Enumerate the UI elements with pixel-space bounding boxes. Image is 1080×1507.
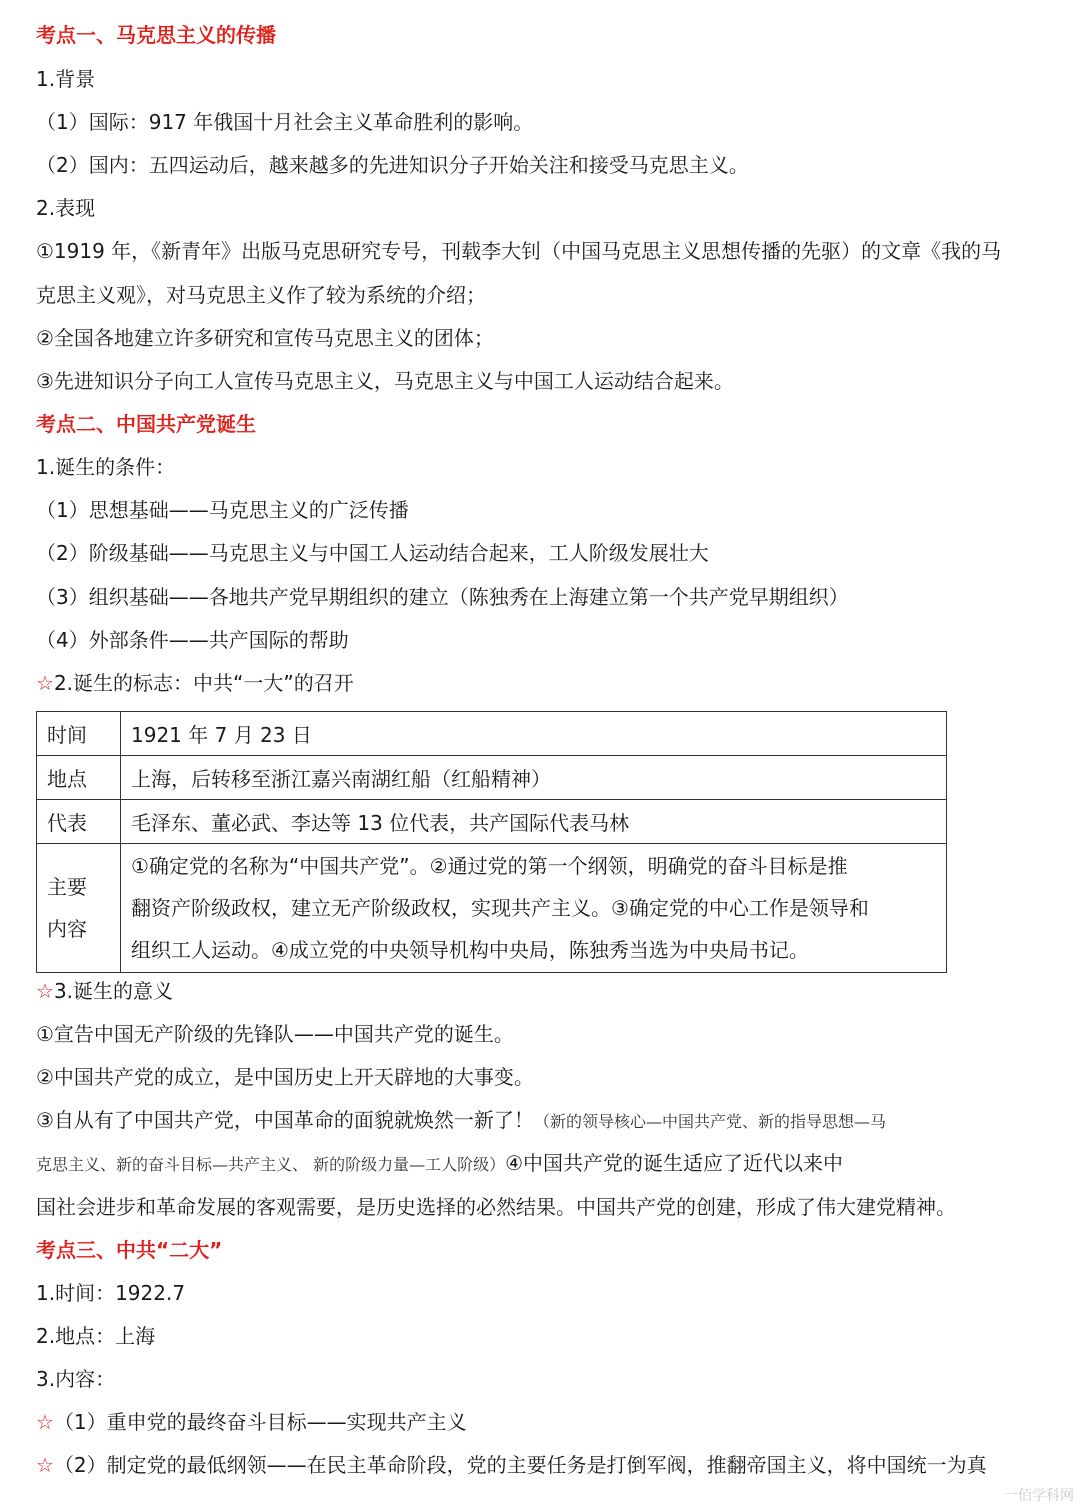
second-congress-content-title: 3.内容：: [36, 1367, 116, 1391]
table-key-content: [37, 844, 121, 973]
significance-title: 3.诞生的意义: [53, 979, 174, 1003]
section3-heading: 考点三、中共“二大”: [36, 1238, 223, 1262]
second-congress-item-1: [36, 1409, 1076, 1435]
table-value-content: [121, 844, 947, 973]
table-key-delegates: 代表: [37, 800, 121, 844]
background-item-2: （2）国内：五四运动后，越来越多的先进知识分子开始关注和接受马克思主义。: [36, 153, 749, 177]
significance-note-b: 克思主义、新的奋斗目标—共产主义、 新的阶级力量—工人阶级）: [36, 1155, 506, 1174]
significance-title-line: [36, 978, 1076, 1004]
performance-title: 2.表现: [36, 196, 96, 220]
significance-item-3b: [36, 1150, 1076, 1178]
performance-item-3: ③先进知识分子向工人宣传马克思主义，马克思主义与中国工人运动结合起来。: [36, 369, 734, 393]
condition-item-1: （1）思想基础——马克思主义的广泛传播: [36, 498, 409, 522]
conditions-title: 1.诞生的条件：: [36, 455, 176, 479]
condition-item-2: （2）阶级基础——马克思主义与中国工人运动结合起来，工人阶级发展壮大: [36, 541, 709, 565]
star-icon: ☆: [36, 979, 54, 1003]
significance-item-3a: [36, 1107, 1076, 1135]
second-congress-time: 1.时间：1922.7: [36, 1281, 186, 1305]
table-value-time: 1921 年 7 月 23 日: [121, 712, 947, 756]
sign-title: 2.诞生的标志：中共“一大”的召开: [53, 671, 354, 695]
significance-item-4b: 国社会进步和革命发展的客观需要，是历史选择的必然结果。中国共产党的创建，形成了伟大建党精神。: [36, 1195, 956, 1219]
table-value-content-c: 组织工人运动。④成立党的中央领导机构中央局，陈独秀当选为中央局书记。: [131, 938, 809, 962]
significance-note-a: （新的领导核心—中国共产党、新的指导思想—马: [533, 1112, 886, 1131]
table-value-content-a: ①确定党的名称为“中国共产党”。②通过党的第一个纲领，明确党的奋斗目标是推: [131, 854, 848, 878]
table-value-place: 上海，后转移至浙江嘉兴南湖红船（红船精神）: [121, 756, 947, 800]
first-congress-table: [36, 711, 947, 973]
table-row: [37, 844, 947, 973]
sign-title-line: [36, 670, 1076, 696]
significance-item-1: ①宣告中国无产阶级的先锋队——中国共产党的诞生。: [36, 1022, 514, 1046]
significance-item-4a: ④中国共产党的诞生适应了近代以来中: [505, 1151, 844, 1175]
condition-item-3: （3）组织基础——各地共产党早期组织的建立（陈独秀在上海建立第一个共产党早期组织）: [36, 585, 849, 609]
table-key-time: 时间: [37, 712, 121, 756]
performance-item-1b: 克思主义观》，对马克思主义作了较为系统的介绍；: [36, 283, 486, 307]
table-value-content-b: 翻资产阶级政权，建立无产阶级政权，实现共产主义。③确定党的中心工作是领导和: [131, 896, 869, 920]
table-row: [37, 800, 947, 844]
section1-heading: 考点一、马克思主义的传播: [36, 23, 276, 47]
performance-item-2: ②全国各地建立许多研究和宣传马克思主义的团体；: [36, 326, 494, 350]
second-congress-item-2-text: （2）制定党的最低纲领——在民主革命阶段，党的主要任务是打倒军阀，推翻帝国主义，将中国统一为真: [53, 1453, 987, 1477]
condition-item-4: （4）外部条件——共产国际的帮助: [36, 628, 349, 652]
significance-item-3a-text: ③自从有了中国共产党，中国革命的面貌就焕然一新了！: [36, 1108, 534, 1132]
second-congress-item-1-text: （1）重申党的最终奋斗目标——实现共产主义: [53, 1410, 467, 1434]
section2-heading: 考点二、中国共产党诞生: [36, 412, 256, 436]
table-key-content-b: 内容: [47, 917, 87, 941]
performance-item-1a: ①1919 年，《新青年》出版马克思研究专号，刊载李大钊（中国马克思主义思想传播的先驱）的文章《我的马: [36, 239, 1002, 263]
star-icon: ☆: [36, 1410, 54, 1434]
star-icon: ☆: [36, 1453, 54, 1477]
table-key-place: 地点: [37, 756, 121, 800]
table-row: [37, 712, 947, 756]
table-row: [37, 756, 947, 800]
table-key-content-a: 主要: [47, 875, 87, 899]
watermark: 一佰学科网: [1004, 1488, 1074, 1504]
background-item-1: （1）国际：917 年俄国十月社会主义革命胜利的影响。: [36, 110, 534, 134]
background-title: 1.背景: [36, 67, 96, 91]
star-icon: ☆: [36, 671, 54, 695]
second-congress-item-2: [36, 1452, 1076, 1478]
significance-item-2: ②中国共产党的成立，是中国历史上开天辟地的大事变。: [36, 1065, 534, 1089]
second-congress-place: 2.地点：上海: [36, 1324, 156, 1348]
table-value-delegates: 毛泽东、董必武、李达等 13 位代表，共产国际代表马林: [121, 800, 947, 844]
